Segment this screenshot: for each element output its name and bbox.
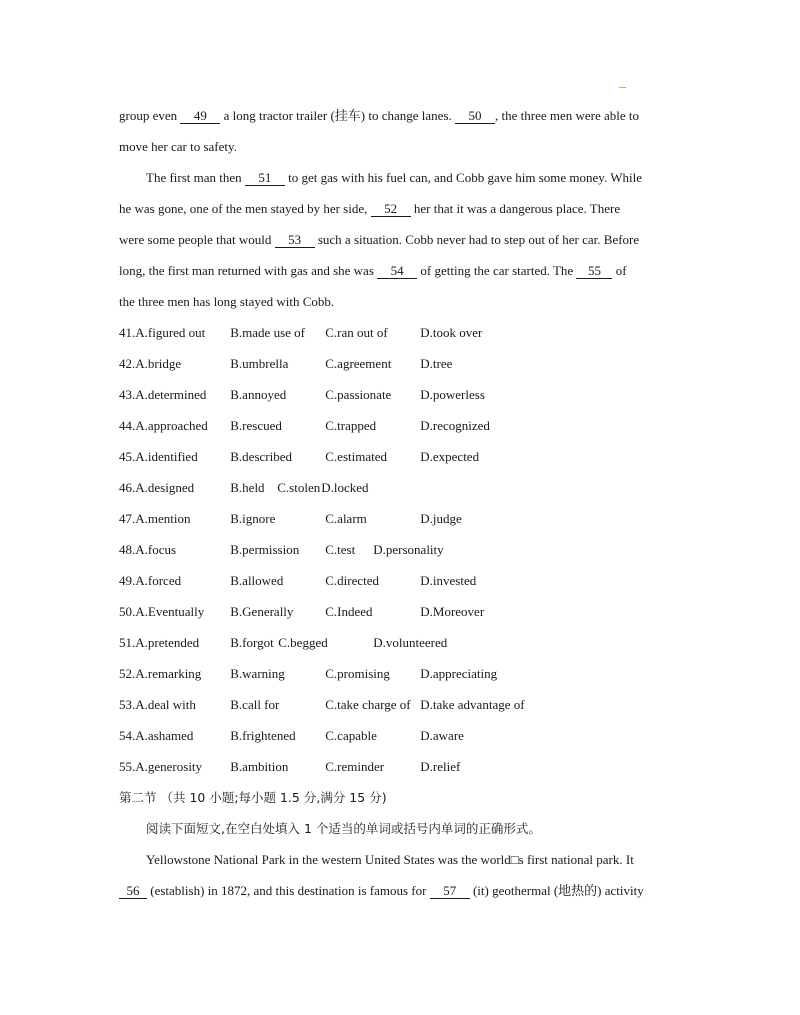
question-number: 41.	[119, 325, 136, 340]
blank-50[interactable]: 50	[455, 109, 495, 124]
choice-d[interactable]: D.relief	[420, 759, 461, 774]
choice-c[interactable]: C.directed	[325, 573, 380, 588]
blank-54[interactable]: 54	[377, 264, 417, 279]
text: (establish) in 1872, and this destination is famous for	[147, 883, 430, 898]
passage-line-3	[119, 162, 679, 193]
choice-d[interactable]: D.locked	[321, 480, 369, 495]
option-row-52	[119, 658, 679, 689]
option-row-43	[119, 379, 679, 410]
section-heading: 第二节 （共 10 小题;每小题 1.5 分,满分 15 分)	[119, 790, 387, 805]
choice-a[interactable]: A.approached	[135, 418, 208, 433]
choice-c[interactable]: C.trapped	[325, 418, 377, 433]
choice-a[interactable]: A.mention	[135, 511, 191, 526]
choice-d[interactable]: D.appreciating	[420, 666, 498, 681]
choice-b[interactable]: B.made use of	[230, 325, 305, 340]
text: were some people that would	[119, 232, 275, 247]
choice-b[interactable]: B.warning	[230, 666, 285, 681]
text: group even	[119, 108, 181, 123]
option-row-51	[119, 627, 679, 658]
options-list	[119, 317, 679, 782]
text: he was gone, one of the men stayed by her side,	[119, 201, 371, 216]
choice-a[interactable]: A.generosity	[135, 759, 203, 774]
choice-b[interactable]: B.call for	[230, 697, 280, 712]
text: such a situation. Cobb never had to step out of her car. Before	[314, 232, 640, 247]
choice-b[interactable]: B.ignore	[230, 511, 276, 526]
choice-c[interactable]: C.estimated	[325, 449, 387, 464]
text: long, the first man returned with gas and she was	[119, 263, 378, 278]
choice-a[interactable]: A.ashamed	[135, 728, 194, 743]
choice-c[interactable]: C.take charge of	[325, 697, 411, 712]
blank-51[interactable]: 51	[245, 171, 285, 186]
choice-d[interactable]: D.judge	[420, 511, 462, 526]
choice-b[interactable]: B.annoyed	[230, 387, 287, 402]
choice-a[interactable]: A.determined	[135, 387, 207, 402]
choice-d[interactable]: D.powerless	[420, 387, 485, 402]
choice-c[interactable]: C.stolen	[277, 480, 321, 495]
passage-line-2: move her car to safety.	[119, 139, 237, 154]
text: of getting the car started. The	[417, 263, 577, 278]
question-number: 45.	[119, 449, 136, 464]
blank-55[interactable]: 55	[576, 264, 612, 279]
choice-a[interactable]: A.Eventually	[135, 604, 205, 619]
choice-c[interactable]: C.Indeed	[325, 604, 373, 619]
choice-d[interactable]: D.take advantage of	[420, 697, 525, 712]
question-number: 42.	[119, 356, 136, 371]
choice-b[interactable]: B.frightened	[230, 728, 296, 743]
blank-56[interactable]: 56	[119, 884, 147, 899]
text: The first man then	[146, 170, 245, 185]
option-row-45	[119, 441, 679, 472]
question-number: 44.	[119, 418, 136, 433]
passage2-line-1: Yellowstone National Park in the western United States was the world□s first national park. It	[146, 852, 634, 867]
choice-a[interactable]: A.forced	[135, 573, 182, 588]
choice-a[interactable]: A.deal with	[135, 697, 196, 712]
option-row-54	[119, 720, 679, 751]
question-number: 46.	[119, 480, 136, 495]
question-number: 47.	[119, 511, 136, 526]
question-number: 43.	[119, 387, 136, 402]
choice-b[interactable]: B.ambition	[230, 759, 289, 774]
choice-d[interactable]: D.volunteered	[373, 635, 448, 650]
option-row-47	[119, 503, 679, 534]
option-row-53	[119, 689, 679, 720]
orange-mark	[619, 87, 626, 88]
choice-a[interactable]: A.remarking	[135, 666, 202, 681]
question-number: 53.	[119, 697, 136, 712]
text: a long tractor trailer (挂车) to change lanes.	[220, 108, 456, 123]
passage-line-4	[119, 193, 679, 224]
choice-d[interactable]: D.expected	[420, 449, 480, 464]
choice-c[interactable]: C.begged	[278, 635, 328, 650]
passage2-line-2	[119, 875, 679, 906]
choice-c[interactable]: C.capable	[325, 728, 377, 743]
choice-c[interactable]: C.alarm	[325, 511, 367, 526]
choice-a[interactable]: A.identified	[135, 449, 198, 464]
choice-d[interactable]: D.tree	[420, 356, 453, 371]
choice-b[interactable]: B.described	[230, 449, 292, 464]
question-number: 54.	[119, 728, 136, 743]
choice-b[interactable]: B.umbrella	[230, 356, 289, 371]
choice-a[interactable]: A.designed	[135, 480, 195, 495]
question-number: 55.	[119, 759, 136, 774]
choice-a[interactable]: A.pretended	[135, 635, 200, 650]
document-page	[119, 100, 679, 906]
choice-c[interactable]: C.agreement	[325, 356, 392, 371]
question-number: 50.	[119, 604, 136, 619]
choice-d[interactable]: D.invested	[420, 573, 477, 588]
question-number: 49.	[119, 573, 136, 588]
choice-b[interactable]: B.allowed	[230, 573, 284, 588]
choice-c[interactable]: C.test	[325, 542, 356, 557]
text: to get gas with his fuel can, and Cobb gave him some money. While	[284, 170, 642, 185]
blank-53[interactable]: 53	[275, 233, 315, 248]
blank-49[interactable]: 49	[180, 109, 220, 124]
option-row-55	[119, 751, 679, 782]
option-row-48	[119, 534, 679, 565]
option-row-42	[119, 348, 679, 379]
choice-b[interactable]: B.Generally	[230, 604, 294, 619]
text: her that it was a dangerous place. There	[410, 201, 621, 216]
question-number: 52.	[119, 666, 136, 681]
option-row-41	[119, 317, 679, 348]
choice-b[interactable]: B.forgot	[230, 635, 274, 650]
choice-c[interactable]: C.promising	[325, 666, 390, 681]
choice-b[interactable]: B.permission	[230, 542, 300, 557]
text: of	[612, 263, 627, 278]
choice-b[interactable]: B.held	[230, 480, 265, 495]
choice-c[interactable]: C.ran out of	[325, 325, 388, 340]
choice-c[interactable]: C.reminder	[325, 759, 385, 774]
section-instruction: 阅读下面短文,在空白处填入 1 个适当的单词或括号内单词的正确形式。	[146, 821, 541, 836]
choice-d[interactable]: D.personality	[373, 542, 444, 557]
option-row-49	[119, 565, 679, 596]
blank-52[interactable]: 52	[371, 202, 411, 217]
choice-d[interactable]: D.aware	[420, 728, 464, 743]
choice-d[interactable]: D.took over	[420, 325, 483, 340]
choice-a[interactable]: A.focus	[135, 542, 177, 557]
choice-b[interactable]: B.rescued	[230, 418, 282, 433]
option-row-46	[119, 472, 679, 503]
choice-d[interactable]: D.recognized	[420, 418, 490, 433]
passage-line-6	[119, 255, 679, 286]
choice-a[interactable]: A.figured out	[135, 325, 206, 340]
blank-57[interactable]: 57	[430, 884, 470, 899]
passage-line-5	[119, 224, 679, 255]
choice-d[interactable]: D.Moreover	[420, 604, 485, 619]
question-number: 51.	[119, 635, 136, 650]
question-number: 48.	[119, 542, 136, 557]
option-row-50	[119, 596, 679, 627]
text: , the three men were able to	[495, 108, 640, 123]
choice-c[interactable]: C.passionate	[325, 387, 392, 402]
option-row-44	[119, 410, 679, 441]
passage-line-1	[119, 100, 679, 131]
passage-line-7: the three men has long stayed with Cobb.	[119, 294, 335, 309]
choice-a[interactable]: A.bridge	[135, 356, 182, 371]
text: (it) geothermal (地热的) activity	[469, 883, 644, 898]
